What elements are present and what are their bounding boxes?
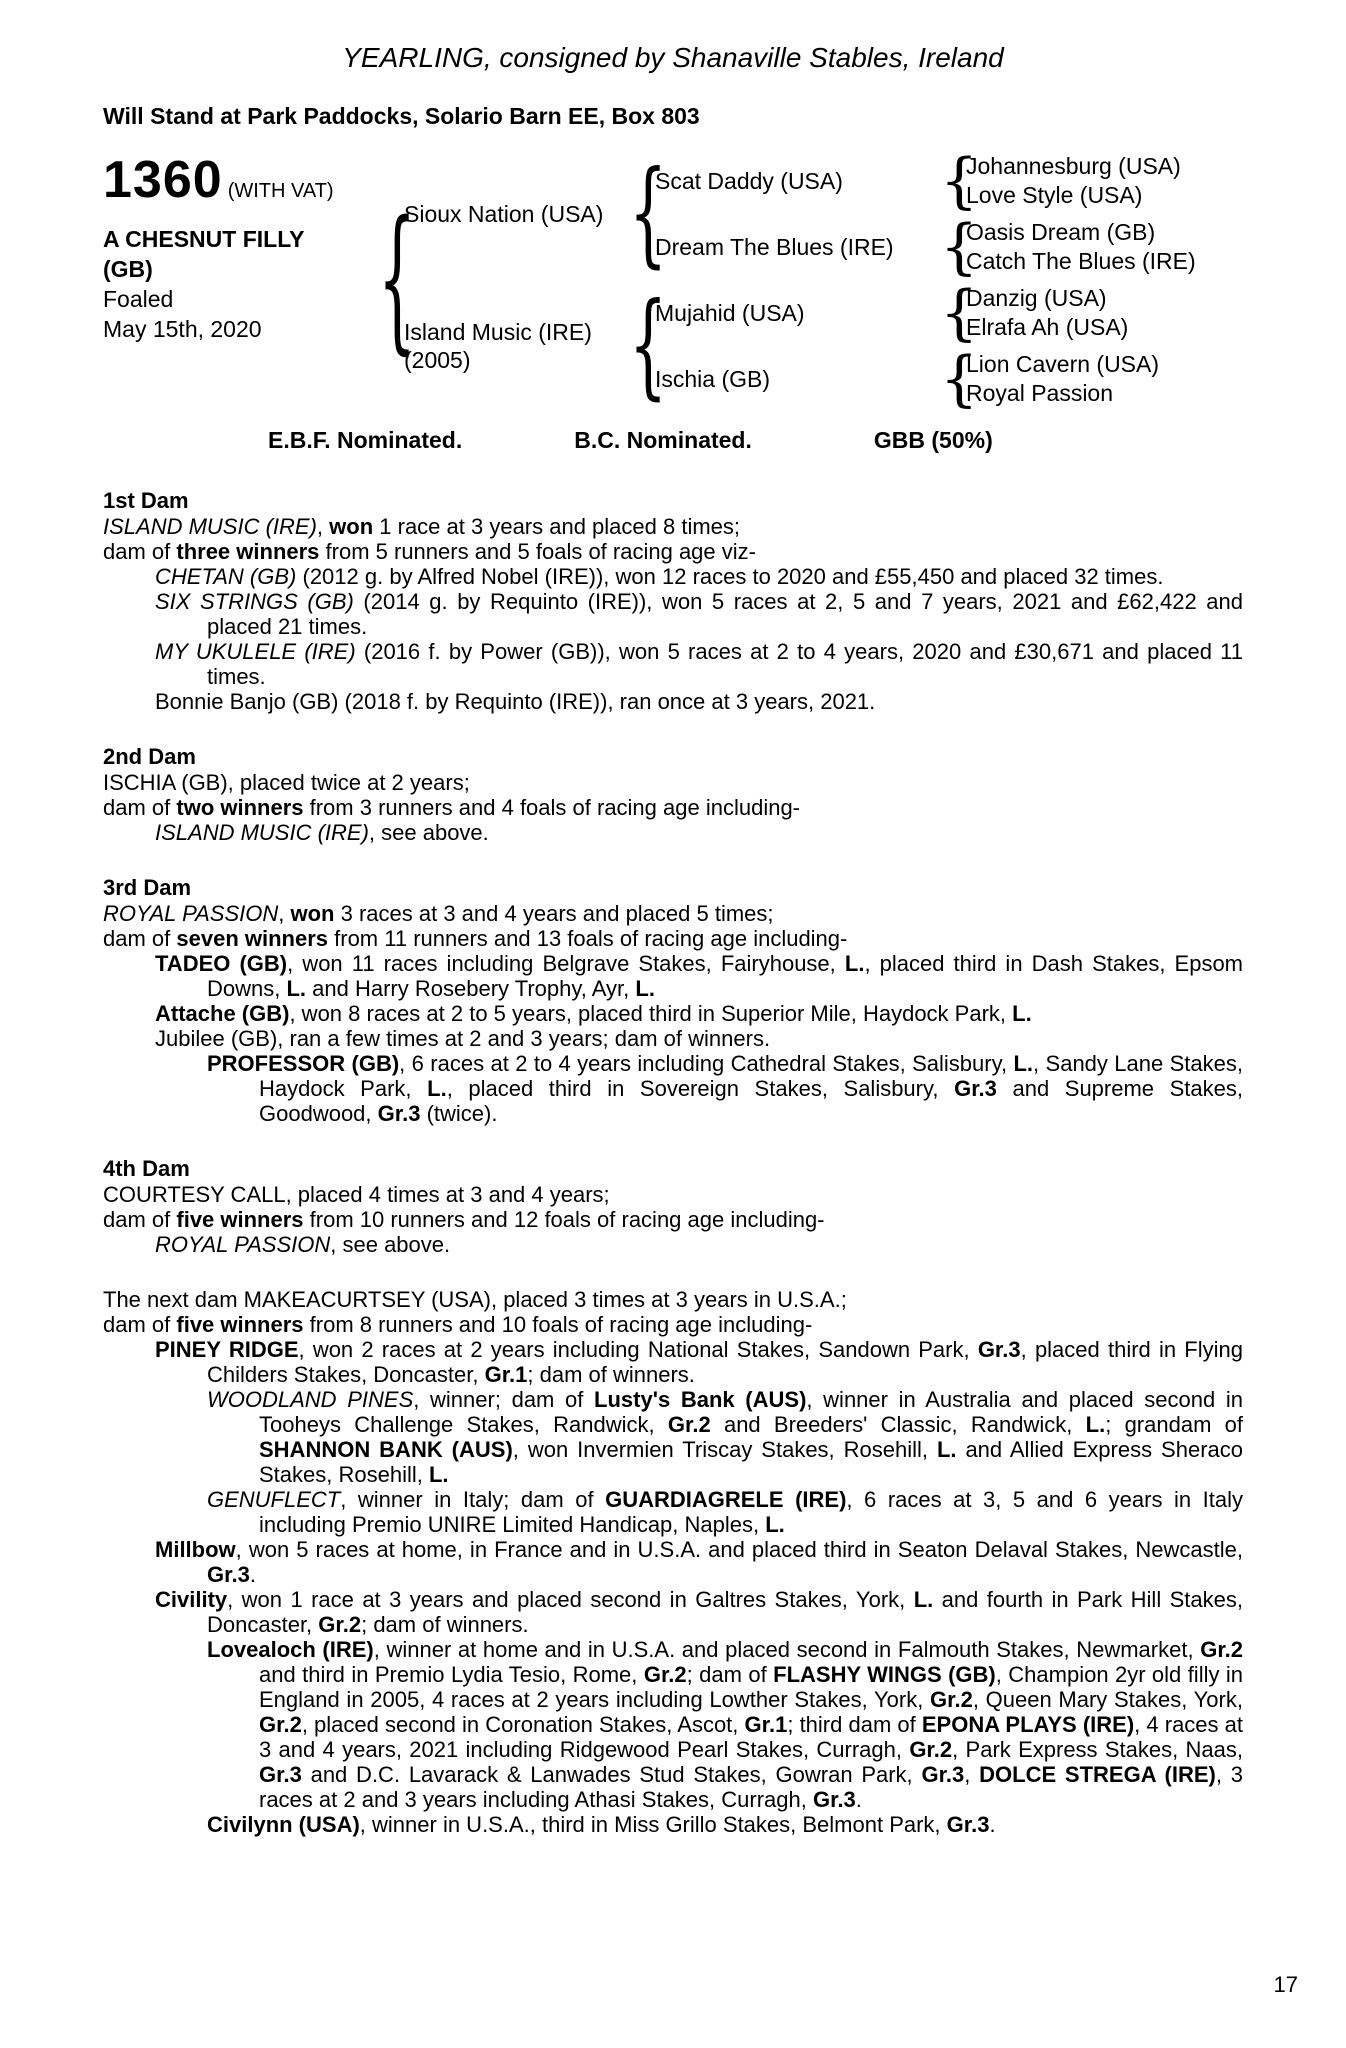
text-segment: Bonnie Banjo (GB) (2018 f. by Requinto (IRE)), ran once at 3 years, 2021. bbox=[155, 689, 876, 714]
pedigree-grandparent-group bbox=[655, 146, 1243, 216]
pedigree-paragraph bbox=[103, 1387, 1243, 1487]
brace-icon: { bbox=[629, 279, 668, 413]
text-segment: . bbox=[989, 1812, 996, 1837]
text-segment: Civilynn (USA) bbox=[207, 1812, 360, 1837]
text-segment: ROYAL PASSION bbox=[155, 1232, 331, 1257]
text-segment: 1 race at 3 years and placed 8 times; bbox=[373, 514, 741, 539]
text-segment: , Champion 2yr old filly in England in 2005, 4 races at 2 years including Lowther Stakes, York, bbox=[259, 1662, 1244, 1712]
pedigree-paragraph bbox=[103, 1312, 1243, 1337]
text-segment: Attache (GB) bbox=[155, 1001, 290, 1026]
text-segment: GUARDIAGRELE (IRE) bbox=[605, 1487, 847, 1512]
pedigree-paragraph bbox=[103, 1337, 1243, 1387]
text-segment: , 4 races at 3 and 4 years, 2021 including Ridgewood Pearl Stakes, Curragh, bbox=[259, 1712, 1244, 1762]
text-segment: L. bbox=[936, 1437, 957, 1462]
pedigree-section bbox=[103, 1156, 1243, 1257]
text-segment: L. bbox=[427, 1076, 447, 1101]
pedigree-parent-name bbox=[404, 318, 629, 374]
pedigree-paragraph bbox=[103, 1537, 1243, 1587]
pedigree-paragraph bbox=[103, 1287, 1243, 1312]
text-segment: Jubilee (GB), ran a few times at 2 and 3 years; dam of winners. bbox=[155, 1026, 771, 1051]
text-segment: Lovealoch (IRE) bbox=[207, 1637, 374, 1662]
text-segment: , placed third in Sovereign Stakes, Salisbury, bbox=[446, 1076, 955, 1101]
pedigree-grandparent-group bbox=[655, 278, 1243, 348]
text-segment: five winners bbox=[176, 1312, 304, 1337]
pedigree-parent-name bbox=[404, 200, 629, 228]
pedigree-parent-group bbox=[404, 280, 1243, 412]
text-segment: , bbox=[964, 1762, 980, 1787]
text-segment: , won Invermien Triscay Stakes, Rosehill, bbox=[512, 1437, 937, 1462]
pedigree-great-grandparent-name: Elrafa Ah (USA) bbox=[966, 314, 1129, 340]
text-segment: ; dam of winners. bbox=[361, 1612, 529, 1637]
foaled-label: Foaled bbox=[103, 286, 174, 312]
pedigree-section bbox=[103, 1287, 1243, 1837]
text-segment: from 10 runners and 12 foals of racing age including- bbox=[303, 1207, 825, 1232]
text-segment: ISCHIA (GB), placed twice at 2 years; bbox=[103, 770, 470, 795]
text-segment: , see above. bbox=[330, 1232, 451, 1257]
text-segment: Lusty's Bank (AUS) bbox=[594, 1387, 807, 1412]
pedigree-paragraph bbox=[103, 689, 1243, 714]
pedigree-block bbox=[103, 146, 1243, 412]
text-segment: CHETAN (GB) bbox=[155, 564, 297, 589]
pedigree-paragraph bbox=[103, 589, 1243, 639]
pedigree-great-grandparent-name: Lion Cavern (USA) bbox=[966, 351, 1160, 377]
text-segment: PINEY RIDGE bbox=[155, 1337, 299, 1362]
text-segment: from 8 runners and 10 foals of racing age including- bbox=[303, 1312, 813, 1337]
pedigree-paragraph bbox=[103, 1001, 1243, 1026]
page-title: YEARLING, consigned by Shanaville Stables, Ireland bbox=[342, 42, 1004, 73]
pedigree-grandparent-group bbox=[655, 344, 1243, 414]
pedigree-paragraph bbox=[103, 1812, 1243, 1837]
text-segment: L. bbox=[1012, 1001, 1032, 1026]
text-segment: , Park Express Stakes, Naas, bbox=[952, 1737, 1244, 1762]
text-segment: , 6 races at 2 to 4 years including Cathedral Stakes, Salisbury, bbox=[399, 1051, 1014, 1076]
section-heading: 1st Dam bbox=[103, 488, 189, 513]
text-segment: ; grandam of bbox=[1105, 1412, 1243, 1437]
pedigree-grandparent-group bbox=[655, 212, 1243, 282]
text-segment: L. bbox=[765, 1512, 785, 1537]
vat-note: (WITH VAT) bbox=[227, 180, 334, 202]
pedigree-grandparents-column bbox=[655, 148, 1243, 280]
text-segment: and Allied Express Sheraco Stakes, Rosehill, bbox=[259, 1437, 1243, 1487]
foaled-date: May 15th, 2020 bbox=[103, 316, 262, 342]
text-segment: and D.C. Lavarack & Lanwades Stud Stakes, Gowran Park, bbox=[301, 1762, 922, 1787]
text-segment: Gr.2 bbox=[259, 1712, 302, 1737]
text-segment: dam of bbox=[103, 795, 177, 820]
text-segment: L. bbox=[635, 976, 655, 1001]
horse-description-line1: A CHESNUT FILLY bbox=[103, 226, 305, 252]
text-segment: (2014 g. by Requinto (IRE)), won 5 races at 2, 5 and 7 years, 2021 and £62,422 and placed 21 times. bbox=[207, 589, 1243, 639]
text-segment: ISLAND MUSIC (IRE) bbox=[103, 514, 317, 539]
text-segment: 3 races at 3 and 4 years and placed 5 times; bbox=[334, 901, 774, 926]
text-segment: from 3 runners and 4 foals of racing age including- bbox=[303, 795, 801, 820]
text-segment: , placed third in Flying Childers Stakes, Doncaster, bbox=[207, 1337, 1243, 1387]
lot-info bbox=[103, 146, 378, 412]
text-segment: WOODLAND PINES bbox=[207, 1387, 414, 1412]
text-segment: (twice). bbox=[420, 1101, 498, 1126]
text-segment: won bbox=[329, 514, 374, 539]
text-segment: Gr.3 bbox=[377, 1101, 421, 1126]
text-segment: L. bbox=[1013, 1051, 1034, 1076]
text-segment: COURTESY CALL, placed 4 times at 3 and 4 years; bbox=[103, 1182, 610, 1207]
text-segment: Gr.1 bbox=[484, 1362, 528, 1387]
text-segment: , see above. bbox=[368, 820, 489, 845]
text-segment: , winner at home and in U.S.A. and placed second in Falmouth Stakes, Newmarket, bbox=[373, 1637, 1201, 1662]
nominations-line bbox=[103, 426, 1243, 454]
pedigree-paragraph bbox=[103, 1232, 1243, 1257]
text-segment: dam of bbox=[103, 1207, 177, 1232]
pedigree-paragraph bbox=[103, 564, 1243, 589]
pedigree-paragraph bbox=[103, 1051, 1243, 1126]
pedigree-grandparent-name: Dream The Blues (IRE) bbox=[655, 234, 894, 260]
brace-icon: { bbox=[378, 189, 417, 371]
text-segment: Gr.2 bbox=[643, 1662, 687, 1687]
text-segment: two winners bbox=[176, 795, 304, 820]
text-segment: and Supreme Stakes, Goodwood, bbox=[259, 1076, 1243, 1126]
pedigree-parent-group bbox=[404, 148, 1243, 280]
text-segment: EPONA PLAYS (IRE) bbox=[921, 1712, 1135, 1737]
pedigree-paragraph bbox=[103, 820, 1243, 845]
pedigree-paragraph bbox=[103, 514, 1243, 539]
pedigree-section bbox=[103, 488, 1243, 714]
text-segment: ROYAL PASSION bbox=[103, 901, 279, 926]
pedigree-paragraph bbox=[103, 1587, 1243, 1637]
pedigree-paragraph bbox=[103, 795, 1243, 820]
text-segment: , placed third in Dash Stakes, Epsom Downs, bbox=[207, 951, 1244, 1001]
text-segment: GENUFLECT bbox=[207, 1487, 341, 1512]
text-segment: , winner in Australia and placed second in Tooheys Challenge Stakes, Randwick, bbox=[259, 1387, 1244, 1437]
pedigree-paragraph bbox=[103, 951, 1243, 1001]
text-segment: . bbox=[249, 1562, 256, 1587]
text-segment: , won 2 races at 2 years including National Stakes, Sandown Park, bbox=[298, 1337, 978, 1362]
text-segment: , Sandy Lane Stakes, Haydock Park, bbox=[259, 1051, 1243, 1101]
stand-location: Will Stand at Park Paddocks, Solario Barn EE, Box 803 bbox=[103, 103, 700, 129]
text-segment: FLASHY WINGS (GB) bbox=[773, 1662, 996, 1687]
text-segment: Gr.3 bbox=[259, 1762, 302, 1787]
pedigree-great-grandparent-name: Danzig (USA) bbox=[966, 285, 1107, 311]
text-segment: L. bbox=[844, 951, 865, 976]
brace-icon: { bbox=[940, 278, 979, 348]
text-segment: DOLCE STREGA (IRE) bbox=[979, 1762, 1216, 1787]
pedigree-grandparent-name: Scat Daddy (USA) bbox=[655, 168, 843, 194]
text-segment: and fourth in Park Hill Stakes, Doncaster, bbox=[207, 1587, 1243, 1637]
text-segment: Gr.3 bbox=[954, 1076, 997, 1101]
text-segment: , winner in Italy; dam of bbox=[340, 1487, 606, 1512]
text-segment: from 5 runners and 5 foals of racing age viz- bbox=[319, 539, 756, 564]
pedigree-parent-name-line: Sioux Nation (USA) bbox=[404, 201, 604, 227]
pedigree-parents-column bbox=[404, 148, 1243, 412]
pedigree-paragraph bbox=[103, 926, 1243, 951]
text-segment: Civility bbox=[155, 1587, 228, 1612]
lot-number-line bbox=[103, 150, 378, 210]
text-segment: and Breeders' Classic, Randwick, bbox=[710, 1412, 1086, 1437]
pedigree-great-grandparent-name: Catch The Blues (IRE) bbox=[966, 248, 1196, 274]
text-segment: The next dam MAKEACURTSEY (USA), placed 3 times at 3 years in U.S.A.; bbox=[103, 1287, 847, 1312]
text-segment: Gr.1 bbox=[744, 1712, 788, 1737]
pedigree-great-grandparent-name: Royal Passion bbox=[966, 380, 1114, 406]
text-segment: Millbow bbox=[155, 1537, 236, 1562]
section-heading: 3rd Dam bbox=[103, 875, 192, 900]
text-segment: five winners bbox=[176, 1207, 304, 1232]
document-body bbox=[103, 488, 1243, 1837]
brace-icon: { bbox=[940, 212, 979, 282]
text-segment: TADEO (GB) bbox=[155, 951, 288, 976]
text-segment: SHANNON BANK (AUS) bbox=[259, 1437, 513, 1462]
text-segment: MY UKULELE (IRE) bbox=[155, 639, 356, 664]
text-segment: won bbox=[290, 901, 335, 926]
text-segment: Gr.3 bbox=[812, 1787, 856, 1812]
text-segment: and third in Premio Lydia Tesio, Rome, bbox=[259, 1662, 644, 1687]
text-segment: SIX STRINGS (GB) bbox=[155, 589, 354, 614]
text-segment: from 11 runners and 13 foals of racing age including- bbox=[328, 926, 848, 951]
text-segment: dam of bbox=[103, 539, 177, 564]
pedigree-tree bbox=[378, 148, 1243, 412]
pedigree-paragraph bbox=[103, 770, 1243, 795]
nomination-label: B.C. Nominated. bbox=[574, 427, 752, 453]
pedigree-great-grandparent-name: Oasis Dream (GB) bbox=[966, 219, 1156, 245]
text-segment: . bbox=[855, 1787, 862, 1812]
text-segment: ; third dam of bbox=[787, 1712, 922, 1737]
text-segment: dam of bbox=[103, 1312, 177, 1337]
pedigree-parent-name-line: Island Music (IRE) bbox=[404, 319, 592, 345]
pedigree-paragraph bbox=[103, 1182, 1243, 1207]
text-segment: , won 8 races at 2 to 5 years, placed third in Superior Mile, Haydock Park, bbox=[289, 1001, 1013, 1026]
lot-number: 1360 bbox=[103, 151, 223, 209]
text-segment: (2016 f. by Power (GB)), won 5 races at 2 to 4 years, 2020 and £30,671 and placed 11 times. bbox=[207, 639, 1243, 689]
text-segment: and Harry Rosebery Trophy, Ayr, bbox=[306, 976, 636, 1001]
pedigree-paragraph bbox=[103, 1026, 1243, 1051]
text-segment: , won 5 races at home, in France and in U.S.A. and placed third in Seaton Delaval Stakes, Newcastle, bbox=[235, 1537, 1243, 1562]
text-segment: L. bbox=[428, 1462, 449, 1487]
text-segment: , 6 races at 3, 5 and 6 years in Italy including Premio UNIRE Limited Handicap, Naples, bbox=[259, 1487, 1243, 1537]
pedigree-grandparent-name: Mujahid (USA) bbox=[655, 300, 805, 326]
pedigree-grandparents-column bbox=[655, 280, 1243, 412]
text-segment: , Queen Mary Stakes, York, bbox=[972, 1687, 1243, 1712]
text-segment: ; dam of bbox=[686, 1662, 774, 1687]
text-segment: PROFESSOR (GB) bbox=[207, 1051, 400, 1076]
pedigree-grandparent-name: Ischia (GB) bbox=[655, 366, 771, 392]
text-segment: , winner in U.S.A., third in Miss Grillo Stakes, Belmont Park, bbox=[359, 1812, 947, 1837]
pedigree-paragraph bbox=[103, 639, 1243, 689]
text-segment: ISLAND MUSIC (IRE) bbox=[155, 820, 369, 845]
text-segment: Gr.2 bbox=[930, 1687, 973, 1712]
pedigree-paragraph bbox=[103, 901, 1243, 926]
brace-icon: { bbox=[940, 344, 979, 414]
text-segment: , placed second in Coronation Stakes, Ascot, bbox=[301, 1712, 745, 1737]
brace-icon: { bbox=[629, 147, 668, 281]
pedigree-greatgrandparents-column bbox=[966, 152, 1243, 210]
text-segment: seven winners bbox=[176, 926, 329, 951]
text-segment: Gr.2 bbox=[318, 1612, 362, 1637]
pedigree-paragraph bbox=[103, 1207, 1243, 1232]
nomination-label: E.B.F. Nominated. bbox=[268, 427, 463, 453]
text-segment: Gr.2 bbox=[667, 1412, 711, 1437]
text-segment: Gr.3 bbox=[977, 1337, 1021, 1362]
brace-icon: { bbox=[940, 146, 979, 216]
text-segment: Gr.3 bbox=[921, 1762, 965, 1787]
text-segment: Gr.2 bbox=[1200, 1637, 1244, 1662]
page-number: 17 bbox=[1273, 1972, 1298, 1997]
pedigree-greatgrandparents-column bbox=[966, 284, 1243, 342]
text-segment: dam of bbox=[103, 926, 177, 951]
nomination-label: GBB (50%) bbox=[873, 427, 993, 453]
text-segment: L. bbox=[1085, 1412, 1106, 1437]
pedigree-section bbox=[103, 875, 1243, 1126]
text-segment: , bbox=[278, 901, 291, 926]
text-segment: Gr.3 bbox=[207, 1562, 250, 1587]
pedigree-great-grandparent-name: Love Style (USA) bbox=[966, 182, 1143, 208]
text-segment: , won 1 race at 3 years and placed second in Galtres Stakes, York, bbox=[227, 1587, 914, 1612]
section-heading: 4th Dam bbox=[103, 1156, 190, 1181]
text-segment: , 3 races at 2 and 3 years including Athasi Stakes, Curragh, bbox=[259, 1762, 1243, 1812]
section-heading: 2nd Dam bbox=[103, 744, 196, 769]
pedigree-paragraph bbox=[103, 539, 1243, 564]
text-segment: (2012 g. by Alfred Nobel (IRE)), won 12 races to 2020 and £55,450 and placed 32 times. bbox=[296, 564, 1164, 589]
pedigree-paragraph bbox=[103, 1637, 1243, 1812]
pedigree-parent-year: (2005) bbox=[404, 347, 471, 373]
text-segment: , won 11 races including Belgrave Stakes, Fairyhouse, bbox=[287, 951, 845, 976]
text-segment: , bbox=[316, 514, 330, 539]
text-segment: Gr.2 bbox=[909, 1737, 953, 1762]
text-segment: three winners bbox=[176, 539, 320, 564]
text-segment: , winner; dam of bbox=[413, 1387, 595, 1412]
text-segment: Gr.3 bbox=[946, 1812, 990, 1837]
pedigree-paragraph bbox=[103, 1487, 1243, 1537]
pedigree-greatgrandparents-column bbox=[966, 350, 1243, 408]
horse-description-line2: (GB) bbox=[103, 256, 153, 282]
pedigree-section bbox=[103, 744, 1243, 845]
text-segment: ; dam of winners. bbox=[527, 1362, 695, 1387]
pedigree-greatgrandparents-column bbox=[966, 218, 1243, 276]
pedigree-great-grandparent-name: Johannesburg (USA) bbox=[966, 153, 1181, 179]
text-segment: L. bbox=[286, 976, 307, 1001]
text-segment: L. bbox=[913, 1587, 934, 1612]
